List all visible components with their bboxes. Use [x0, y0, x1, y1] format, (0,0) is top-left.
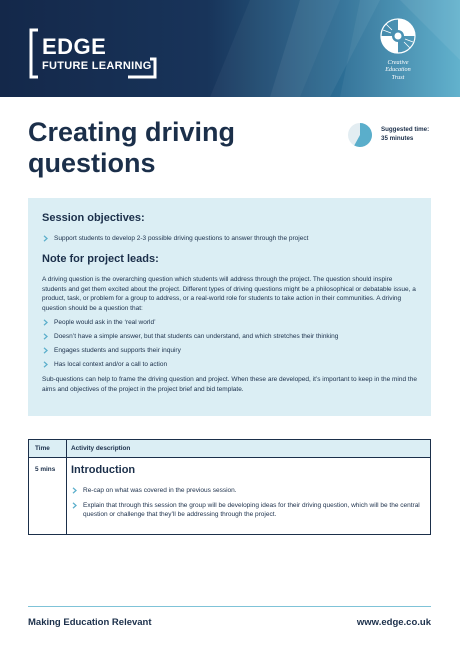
- chevron-right-icon: [42, 347, 49, 354]
- edge-logo: [28, 27, 160, 81]
- table-cell-activity: [71, 464, 423, 519]
- title-line-1: Creating driving: [28, 117, 236, 147]
- activity-list-item: [71, 501, 423, 519]
- trust-line-1: Creative: [387, 59, 409, 66]
- chevron-right-icon: [42, 235, 49, 242]
- notes-heading: Note for project leads:: [42, 253, 159, 265]
- trust-line-3: Trust: [391, 73, 405, 81]
- table-header-row: [29, 440, 430, 458]
- notes-intro: A driving question is the overarching question which students will address through the project. The question should inspire students and get them excited about the project. Different types of driving questions might be a philosophical or debatable issue, a product, task, or problem for a group to address, or a real-world role for students to take action in their communities. A driving question should be a question that:: [42, 276, 416, 312]
- trust-line-2: Education: [385, 66, 411, 74]
- creative-education-trust-logo: [374, 16, 422, 86]
- footer-website-link[interactable]: www.edge.co.uk: [356, 617, 431, 628]
- objectives-heading: Session objectives:: [42, 212, 145, 224]
- suggested-time-label: Suggested time:: [381, 126, 430, 133]
- objective-item: [42, 234, 417, 243]
- notes-item-text: Has local context and/or a call to action: [54, 361, 168, 369]
- footer-divider: [28, 606, 431, 607]
- notes-list-item: [42, 318, 417, 327]
- chevron-right-icon: [42, 333, 49, 340]
- activity-list-item: [71, 486, 423, 495]
- activity-item-text: Re-cap on what was covered in the previous session.: [83, 487, 237, 494]
- table-header-activity: Activity description: [71, 445, 131, 452]
- suggested-time: [381, 125, 429, 143]
- page-title: [28, 117, 318, 179]
- timer-pie-icon: [347, 122, 373, 148]
- notes-list-item: [42, 346, 417, 355]
- footer-tagline: Making Education Relevant: [28, 617, 152, 628]
- trust-emblem-icon: [380, 16, 416, 56]
- chevron-right-icon: [71, 502, 78, 509]
- session-objectives-box: [28, 198, 431, 416]
- notes-list-item: [42, 332, 417, 341]
- logo-edge-text: EDGE: [42, 34, 107, 59]
- activity-table: [28, 439, 431, 535]
- notes-item-text: Engages students and supports their inquiry: [54, 347, 181, 355]
- trust-name-text: [374, 59, 422, 81]
- notes-item-text: Doesn’t have a simple answer, but that students can understand, and which stretches their thinking: [54, 333, 339, 341]
- title-line-2: questions: [28, 148, 156, 178]
- activity-heading: Introduction: [71, 464, 136, 476]
- header-banner: [0, 0, 460, 97]
- notes-item-text: People would ask in the ‘real world’: [54, 319, 156, 327]
- table-cell-time: 5 mins: [35, 466, 56, 473]
- chevron-right-icon: [42, 361, 49, 368]
- table-header-time: Time: [35, 445, 50, 452]
- chevron-right-icon: [42, 319, 49, 326]
- notes-outro: Sub-questions can help to frame the driving question and project. When these are developed, it’s important to keep in the mind the aims and objectives of the project in the project brief and bid template.: [42, 376, 417, 393]
- objective-text: Support students to develop 2-3 possible driving questions to answer through the project: [54, 235, 309, 242]
- chevron-right-icon: [71, 487, 78, 494]
- notes-list-item: [42, 360, 417, 369]
- activity-item-text: Explain that through this session the group will be developing ideas for their driving question, which will be the central question or challenge that they’ll be addressing through the project.: [83, 502, 420, 518]
- table-column-divider: [66, 440, 67, 534]
- logo-future-learning-text: FUTURE LEARNING: [42, 60, 152, 72]
- suggested-time-value: 35 minutes: [381, 135, 414, 142]
